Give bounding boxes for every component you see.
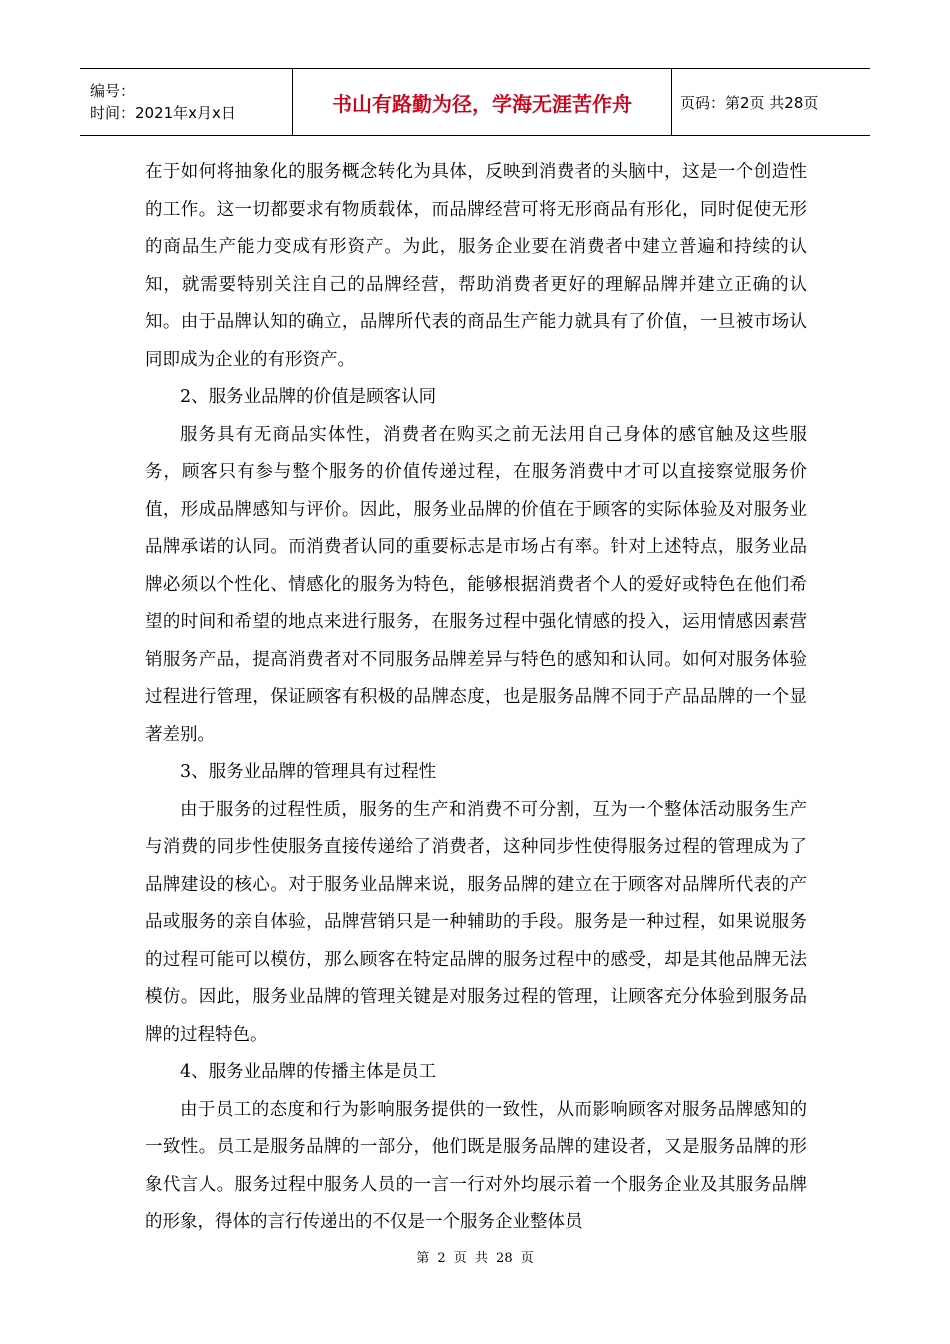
header-motto: 书山有路勤为径，学海无涯苦作舟: [293, 69, 672, 136]
paragraph: 服务具有无商品实体性，消费者在购买之前无法用自己身体的感官触及这些服务，顾客只有参与整个服务的价值传递过程，在服务消费中才可以直接察觉服务价值，形成品牌感知与评价。因此，服务业品牌的价值在于顾客的实际体验及对服务业品牌承诺的认同。而消费者认同的重要标志是市场占有率。针对上述特点，服务业品牌必须以个性化、情感化的服务为特色，能够根据消费者个人的爱好或特色在他们希望的时间和希望的地点来进行服务，在服务过程中强化情感的投入，运用情感因素营销服务产品，提高消费者对不同服务品牌差异与特色的感知和认同。如何对服务体验过程进行管理，保证顾客有积极的品牌态度，也是服务品牌不同于产品品牌的一个显著差别。: [145, 424, 807, 745]
paragraph: 由于员工的态度和行为影响服务提供的一致性，从而影响顾客对服务品牌感知的一致性。员工是服务品牌的一部分，他们既是服务品牌的建设者，又是服务品牌的形象代言人。服务过程中服务人员的一言一行对外均展示着一个服务企业及其服务品牌的形象，得体的言行传递出的不仅是一个服务企业整体员: [145, 1099, 807, 1232]
section-heading-4: 4、服务业品牌的传播主体是员工: [180, 1062, 437, 1082]
header-meta-cell: [80, 69, 293, 136]
section-heading-2: 2、服务业品牌的价值是顾客认同: [180, 387, 437, 407]
document-number-label: 编号：: [90, 82, 136, 100]
paragraph-continued: 在于如何将抽象化的服务概念转化为具体，反映到消费者的头脑中，这是一个创造性的工作。这一切都要求有物质载体，而品牌经营可将无形商品有形化，同时促使无形的商品生产能力变成有形资产。为此，服务企业要在消费者中建立普遍和持续的认知，就需要特别关注自己的品牌经营，帮助消费者更好的理解品牌并建立正确的认知。由于品牌认知的确立，品牌所代表的商品生产能力就具有了价值，一旦被市场认同即成为企业的有形资产。: [145, 162, 807, 370]
paragraph: 由于服务的过程性质，服务的生产和消费不可分割，互为一个整体活动服务生产与消费的同步性使服务直接传递给了消费者，这种同步性使得服务过程的管理成为了品牌建设的核心。对于服务业品牌来说，服务品牌的建立在于顾客对品牌所代表的产品或服务的亲自体验，品牌营销只是一种辅助的手段。服务是一种过程，如果说服务的过程可能可以模仿，那么顾客在特定品牌的服务过程中的感受，却是其他品牌无法模仿。因此，服务业品牌的管理关键是对服务过程的管理，让顾客充分体验到服务品牌的过程特色。: [145, 799, 807, 1045]
header-page-info: 页码：第2页 共28页: [672, 69, 871, 136]
document-time-label: 时间：2021年x月x日: [90, 104, 236, 122]
page-footer: 第 2 页 共 28 页: [416, 1251, 534, 1266]
document-body: [145, 154, 807, 1242]
section-heading-3: 3、服务业品牌的管理具有过程性: [180, 762, 437, 782]
page-header: [80, 68, 870, 136]
